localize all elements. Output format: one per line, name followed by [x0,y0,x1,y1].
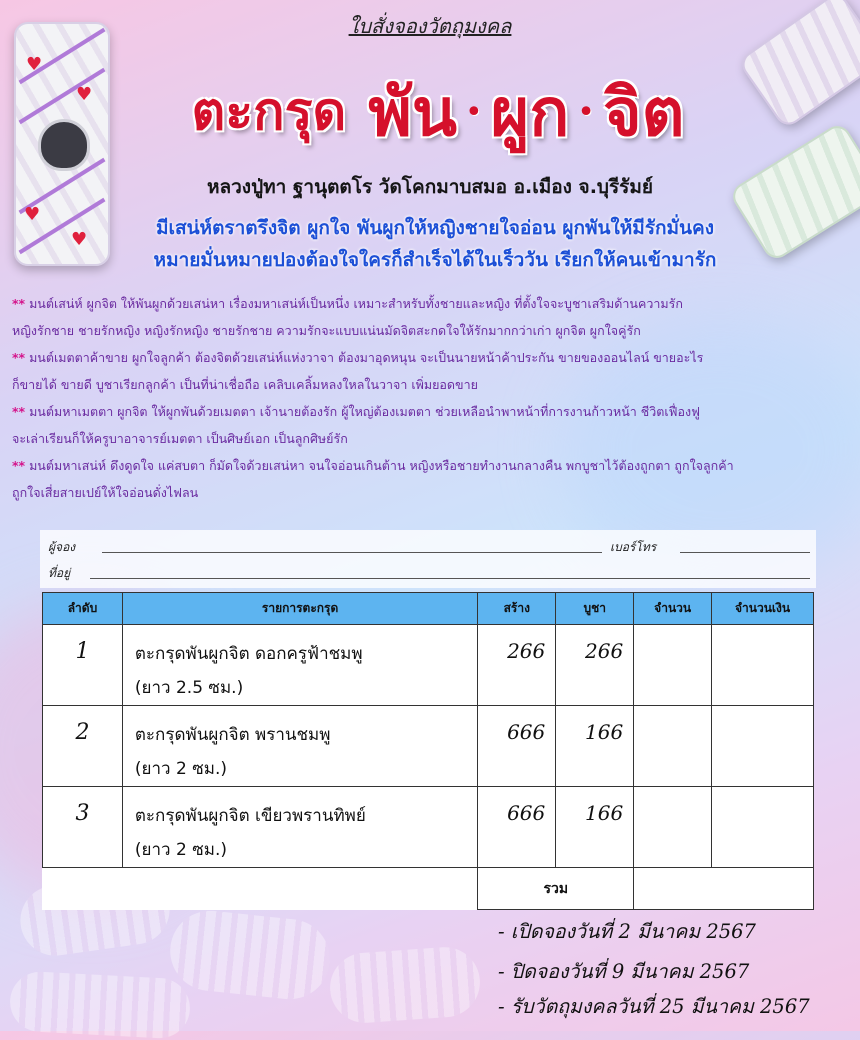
price: 266 [556,625,634,706]
title-part: พัน [368,73,457,151]
table-row [43,706,814,787]
total-label: รวม [478,868,634,910]
row-number: 3 [43,787,123,868]
bullet-marker: ** [12,404,26,419]
description-line: จะเล่าเรียนก็ให้ครูบาอาจารย์เมตตา เป็นศิษย์เอก เป็นลูกศิษย์รัก [12,431,348,446]
item-name: ตะกรุดพันผูกจิต ดอกครูฟ้าชมพู [134,644,363,664]
form-subtitle: ใบสั่งจองวัตถุมงคล [348,14,512,38]
made-count: 266 [478,625,556,706]
heart-icon: ♥ [26,54,43,75]
open-booking-date: - เปิดจองวันที่ 2 มีนาคม 2567 [498,920,756,943]
column-header: จำนวน [634,593,712,625]
customer-info-box [40,530,816,588]
description-line: ถูกใจเสี่ยสายเปย์ให้ใจอ่อนดั่งไฟลน [12,485,199,500]
total-amount-input[interactable] [634,868,814,910]
description-line: มนต์มหาเมตตา ผูกจิต ให้ผูกพันด้วยเมตตา เจ้านายต้องรัก ผู้ใหญ่ต้องเมตตา ช่วยเหลือนำพาหน้าที่การงานก้าวหน้า ชีวิตเฟื่องฟู [29,404,700,419]
tagline: มีเสน่ห์ตราตรึงจิต ผูกใจ พันผูกให้หญิงชายใจอ่อน ผูกพันให้มีรักมั่นคง [155,217,715,239]
phone-label: เบอร์โทร [610,540,657,554]
quantity-input[interactable] [634,706,712,787]
table-header-row [43,593,814,625]
column-header: ลำดับ [43,593,123,625]
description-line: หญิงรักชาย ชายรักหญิง หญิงรักหญิง ชายรักชาย ความรักจะแบบแน่นมัดจิตสะกดใจให้รักมากกว่าเก่า ผูกจิต ผูกใจคู่รัก [12,323,641,338]
pickup-date: - รับวัตถุมงคลวันที่ 25 มีนาคม 2567 [498,995,810,1018]
made-count: 666 [478,706,556,787]
column-header: สร้าง [478,593,556,625]
heart-icon: ♥ [76,84,93,105]
title-separator: • [577,94,595,130]
bullet-marker: ** [12,458,26,473]
table-row [43,625,814,706]
column-header: บูชา [556,593,634,625]
price: 166 [556,787,634,868]
amount-input[interactable] [712,787,814,868]
description-line: มนต์เสน่ห์ ผูกจิต ให้พันผูกด้วยเสน่หา เรื่องมหาเสน่ห์เป็นหนึ่ง เหมาะสำหรับทั้งชายและหญิง ที่ตั้งใจจะบูชาเสริมด้านความรัก [29,296,683,311]
item-cell [122,787,477,868]
title-part: ผูก [490,73,570,151]
item-name: ตะกรุดพันผูกจิต เขียวพรานทิพย์ [134,806,366,826]
tagline: หมายมั่นหมายปองต้องใจใครก็สำเร็จได้ในเร็ววัน เรียกให้คนเข้ามารัก [153,249,717,271]
price: 166 [556,706,634,787]
item-size: (ยาว 2 ซม.) [134,759,227,779]
phone-field[interactable] [680,552,810,553]
column-header: รายการตะกรุด [122,593,477,625]
heart-cutout-icon [38,119,90,171]
column-header: จำนวนเงิน [712,593,814,625]
quantity-input[interactable] [634,787,712,868]
description-line: มนต์มหาเสน่ห์ ดึงดูดใจ แค่สบตา ก็มัดใจด้วยเสน่หา จนใจอ่อนเกินต้าน หญิงหรือชายทำงานกลางคืน พกบูชาไว้ต้องถูกตา ถูกใจลูกค้า [29,458,734,473]
decorative-scroll-faded [166,907,333,1003]
decorative-scroll-faded [328,945,483,1025]
item-size: (ยาว 2.5 ซม.) [134,678,244,698]
total-row [43,868,814,910]
bullet-marker: ** [12,296,26,311]
table-row [43,787,814,868]
close-booking-date: - ปิดจองวันที่ 9 มีนาคม 2567 [498,960,750,983]
address-label: ที่อยู่ [48,566,71,580]
item-cell [122,625,477,706]
address-field[interactable] [90,578,810,579]
heart-icon: ♥ [71,229,88,250]
title-part: ตะกรุด [191,81,347,142]
quantity-input[interactable] [634,625,712,706]
row-number: 2 [43,706,123,787]
heart-icon: ♥ [24,204,41,225]
title-separator: • [464,94,483,130]
item-cell [122,706,477,787]
monk-name: หลวงปู่ทา ฐานุตตโร วัดโคกมาบสมอ อ.เมือง จ.บุรีรัมย์ [206,176,654,198]
name-field[interactable] [102,552,602,553]
amount-input[interactable] [712,706,814,787]
amount-input[interactable] [712,625,814,706]
item-size: (ยาว 2 ซม.) [134,840,227,860]
bullet-marker: ** [12,350,26,365]
made-count: 666 [478,787,556,868]
decorative-scroll-faded [9,970,192,1039]
row-number: 1 [43,625,123,706]
description-line: มนต์เมตตาค้าขาย ผูกใจลูกค้า ต้องจิตด้วยเสน่ห์แห่งวาจา ต้องมาอุดหนุน จะเป็นนายหน้าค้าประกัน ขายของออนไลน์ ขายอะไร [29,350,704,365]
description-block [12,290,850,506]
title-part: จิต [603,73,685,151]
main-title [118,62,758,162]
item-name: ตะกรุดพันผูกจิต พรานชมพู [134,725,331,745]
total-spacer [43,868,478,910]
description-line: ก็ขายได้ ขายดี บูชาเรียกลูกค้า เป็นที่น่าเชื่อถือ เคลิบเคลิ้มหลงใหลในวาจา เพิ่มยอดขาย [12,377,478,392]
amulet-scroll-image [14,22,110,266]
order-table [42,592,814,910]
name-label: ผู้จอง [48,540,76,554]
